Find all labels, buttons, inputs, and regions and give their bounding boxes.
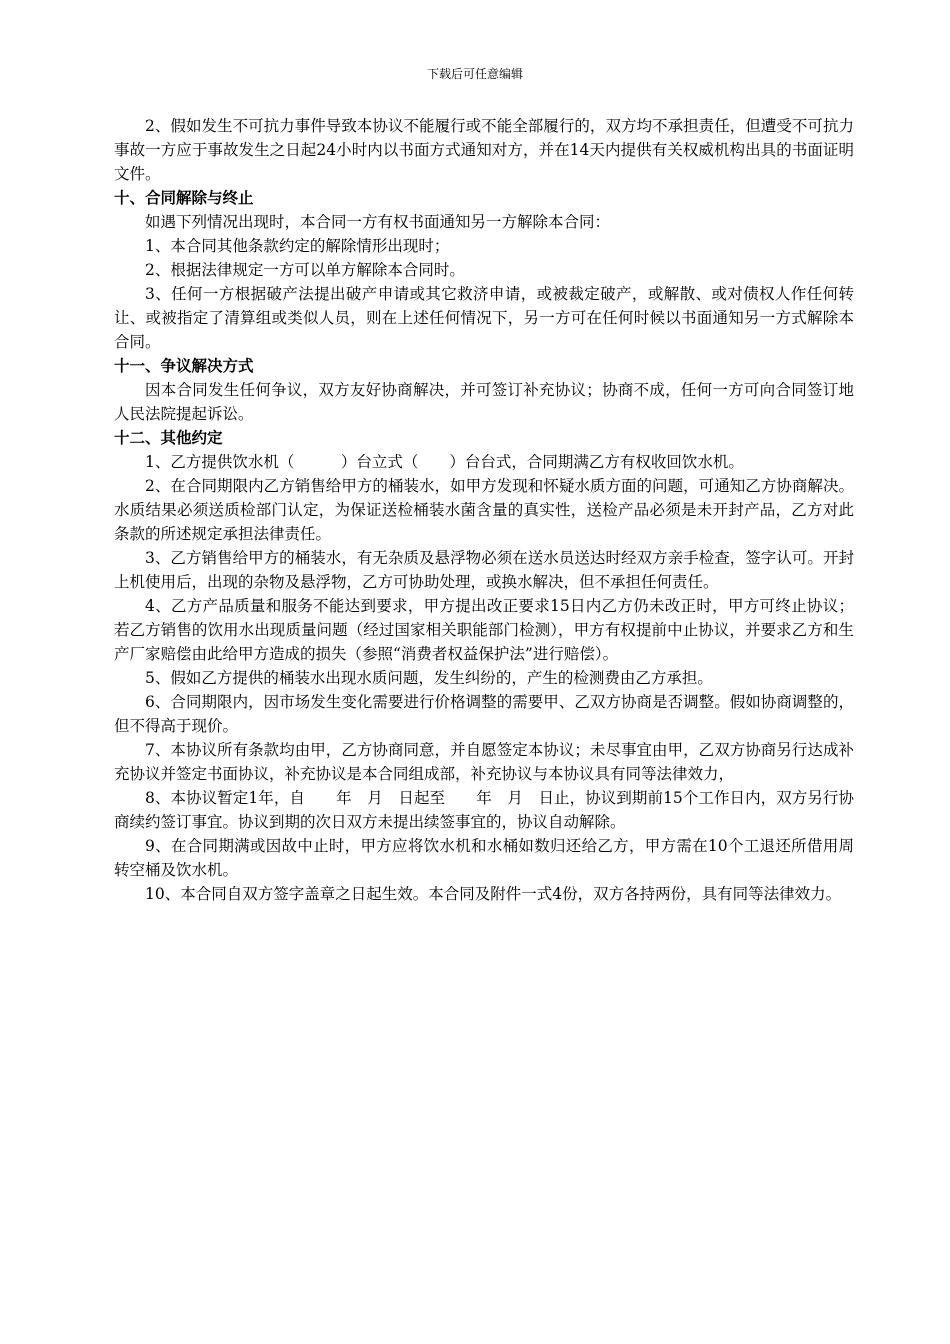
paragraph-dispute: 因本合同发生任何争议，双方友好协商解决，并可签订补充协议；协商不成，任何一方可向合同签订地人民法院提起诉讼。 <box>114 381 854 423</box>
section-heading-other: 十二、其他约定 <box>114 428 223 447</box>
page-header: 下载后可任意编辑 <box>426 67 523 81</box>
paragraph-termination-item-3: 3、任何一方根据破产法提出破产申请或其它救济申请，或被裁定破产，或解散、或对债权人作任何转让、或被指定了清算组或类似人员，则在上述任何情况下，另一方可在任何时候以书面通知另一方式解除本合同。 <box>114 285 854 351</box>
section-heading-dispute: 十一、争议解决方式 <box>114 356 254 375</box>
paragraph-other-item-8: 8、本协议暂定1年，自 年 月 日起至 年 月 日止，协议到期前15个工作日内，双方另行协商续约签订事宜。协议到期的次日双方未提出续签事宜的，协议自动解除。 <box>114 789 854 831</box>
paragraph-other-item-9: 9、在合同期满或因故中止时，甲方应将饮水机和水桶如数归还给乙方，甲方需在10个工退还所借用周转空桶及饮水机。 <box>114 837 854 879</box>
paragraph-other-item-7: 7、本协议所有条款均由甲，乙方协商同意，并自愿签定本协议；未尽事宜由甲，乙双方协商另行达成补充协议并签定书面协议，补充协议是本合同组成部，补充协议与本协议具有同等法律效力， <box>114 741 854 783</box>
paragraph-termination-item-2: 2、根据法律规定一方可以单方解除本合同时。 <box>145 261 465 279</box>
paragraph-other-item-5: 5、假如乙方提供的桶装水出现水质问题，发生纠纷的，产生的检测费由乙方承担。 <box>145 669 713 687</box>
document-body <box>114 114 854 906</box>
paragraph-other-item-6: 6、合同期限内，因市场发生变化需要进行价格调整的需要甲、乙双方协商是否调整。假如协商调整的，但不得高于现价。 <box>114 693 854 735</box>
section-heading-termination: 十、合同解除与终止 <box>114 188 254 207</box>
paragraph-other-item-4: 4、乙方产品质量和服务不能达到要求，甲方提出改正要求15日内乙方仍未改正时，甲方可终止协议；若乙方销售的饮用水出现质量问题（经过国家相关职能部门检测），甲方有权提前中止协议，并要求乙方和生产厂家赔偿由此给甲方造成的损失（参照“消费者权益保护法”进行赔偿）。 <box>114 597 854 663</box>
paragraph-force-majeure: 2、假如发生不可抗力事件导致本协议不能履行或不能全部履行的，双方均不承担责任，但遭受不可抗力事故一方应于事故发生之日起24小时内以书面方式通知对方，并在14天内提供有关权威机构出具的书面证明文件。 <box>114 117 854 183</box>
paragraph-other-item-1: 1、乙方提供饮水机（ ）台立式（ ）台台式，合同期满乙方有权收回饮水机。 <box>145 453 744 471</box>
paragraph-other-item-2: 2、在合同期限内乙方销售给甲方的桶装水，如甲方发现和怀疑水质方面的问题，可通知乙方协商解决。水质结果必须送质检部门认定，为保证送检桶装水菌含量的真实性，送检产品必须是未开封产品，乙方对此条款的所述规定承担法律责任。 <box>114 477 854 543</box>
paragraph-other-item-3: 3、乙方销售给甲方的桶装水，有无杂质及悬浮物必须在送水员送达时经双方亲手检查，签字认可。开封上机使用后，出现的杂物及悬浮物，乙方可协助处理，或换水解决，但不承担任何责任。 <box>114 549 854 591</box>
paragraph-termination-intro: 如遇下列情况出现时，本合同一方有权书面通知另一方解除本合同： <box>145 213 611 231</box>
paragraph-termination-item-1: 1、本合同其他条款约定的解除情形出现时； <box>145 237 450 255</box>
paragraph-other-item-10: 10、本合同自双方签字盖章之日起生效。本合同及附件一式4份，双方各持两份，具有同等法律效力。 <box>145 885 842 903</box>
